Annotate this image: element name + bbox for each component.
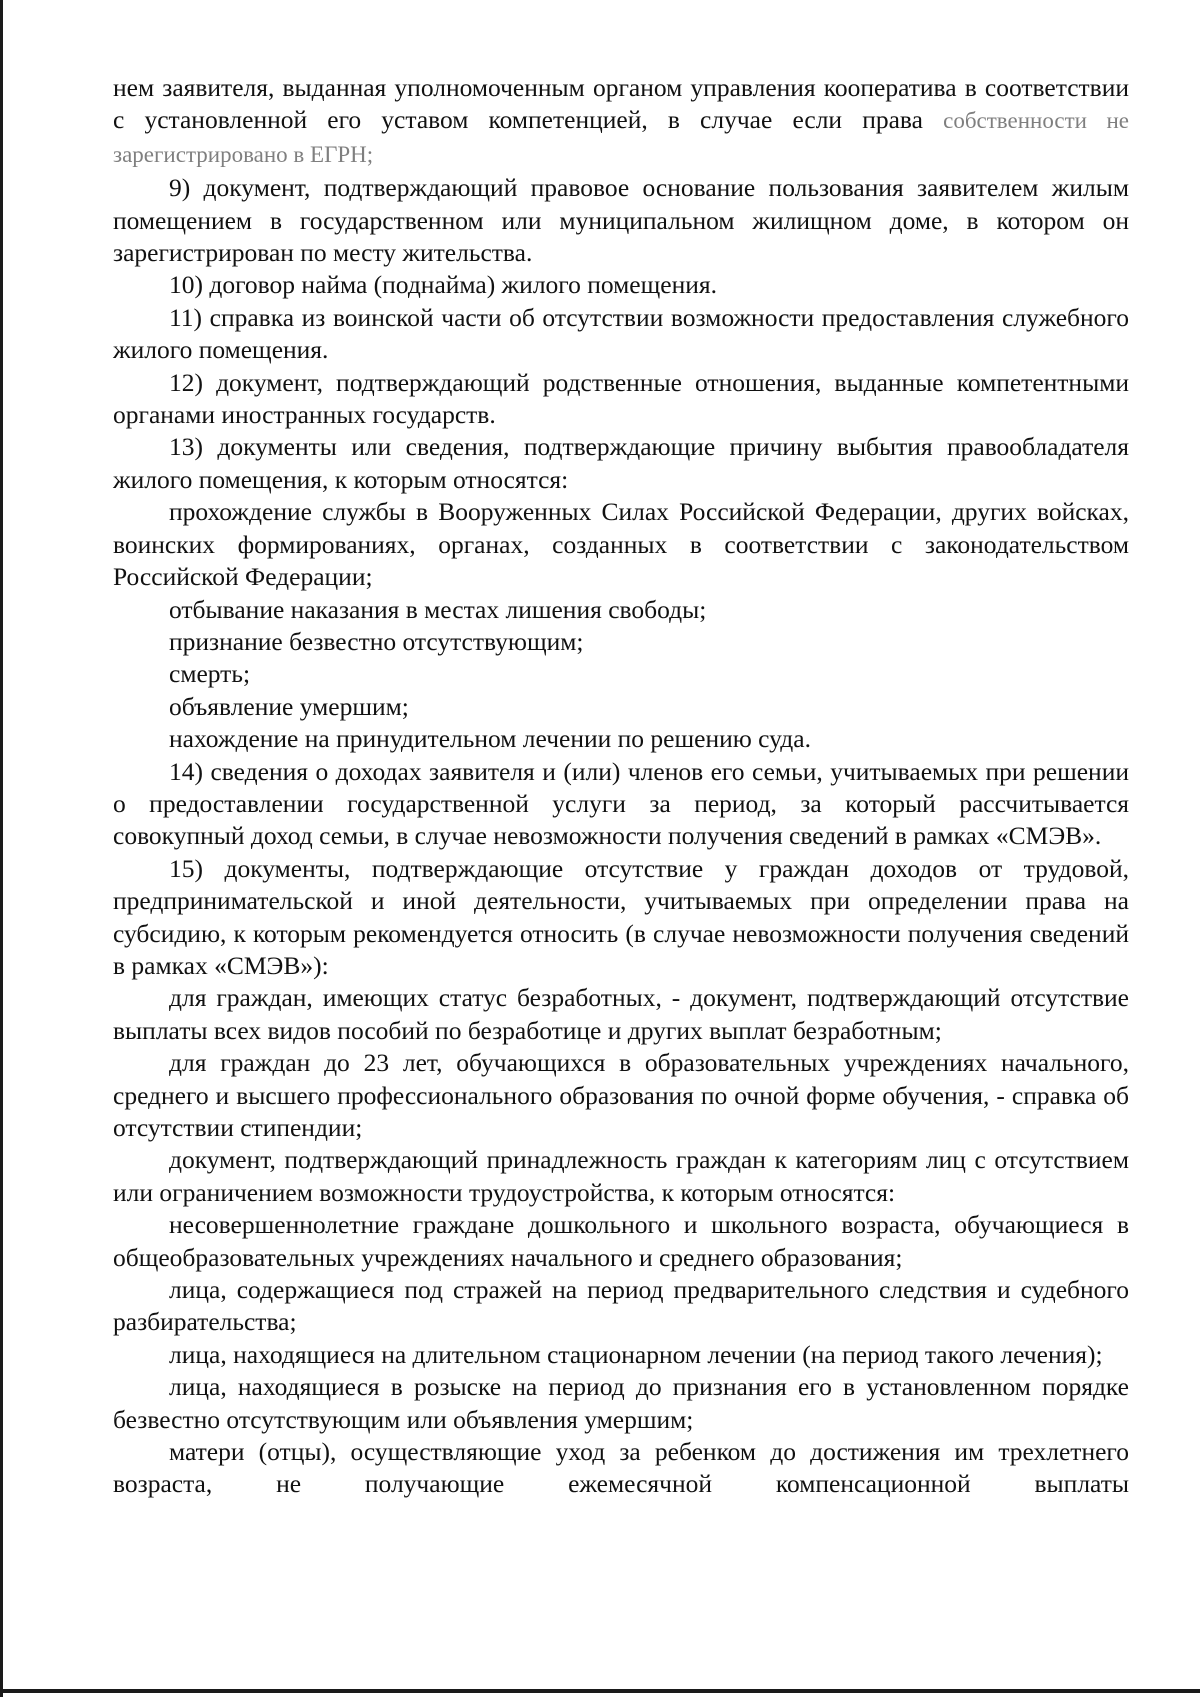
paragraph-item-13: 13) документы или сведения, подтверждающие причину выбытия правообладателя жилого помещения, к которым относятся: bbox=[113, 432, 1129, 494]
paragraph-item-15: 15) документы, подтверждающие отсутствие у граждан доходов от трудовой, предпринимательской и иной деятельности, учитываемых при определении права на субсидию, к которым рекомендуется относить (в случае невозможности получения сведений в рамках «СМЭВ»): bbox=[113, 853, 1129, 980]
paragraph-students: для граждан до 23 лет, обучающихся в образовательных учреждениях начального, среднего и высшего профессионального образования по очной форме обучения, - справка об отсутствии стипендии; bbox=[113, 1048, 1129, 1142]
paragraph-minors: несовершеннолетние граждане дошкольного и школьного возраста, обучающиеся в общеобразовательных учреждениях начального и среднего образования; bbox=[113, 1210, 1129, 1272]
paragraph-8-continuation: нем заявителя, выданная уполномоченным органом управления кооператива в соответствии с установленной его уставом компетенцией, в случае если права собственности не зарегистрировано в ЕГРН; bbox=[113, 73, 1129, 167]
paragraph-imprisonment: отбывание наказания в местах лишения свободы; bbox=[169, 594, 707, 624]
paragraph-item-12: 12) документ, подтверждающий родственные отношения, выданные компетентными органами иностранных государств. bbox=[113, 367, 1129, 430]
paragraph-military-service: прохождение службы в Вооруженных Силах Российской Федерации, других войсках, воинских формированиях, органах, созданных в соответствии с законодательством Российской Федерации; bbox=[113, 497, 1129, 592]
paragraph-item-9: 9) документ, подтверждающий правовое основание пользования заявителем жилым помещением в государственном или муниципальном жилищном доме, в котором он зарегистрирован по месту жительства. bbox=[113, 173, 1129, 268]
scan-edge-bottom bbox=[0, 1689, 1200, 1693]
paragraph-death: смерть; bbox=[169, 659, 251, 689]
smudged-text: собственности не зарегистрировано в ЕГРН; bbox=[113, 108, 1129, 167]
paragraph-wanted: лица, находящиеся в розыске на период до признания его в установленном порядке безвестно отсутствующим или объявления умершим; bbox=[113, 1372, 1129, 1434]
paragraph-item-14: 14) сведения о доходах заявителя и (или) членов его семьи, учитываемых при решении о предоставлении государственной услуги за период, за который рассчитывается совокупный доход семьи, в случае невозможности получения сведений в рамках «СМЭВ». bbox=[113, 756, 1129, 851]
paragraph-missing-person: признание безвестно отсутствующим; bbox=[169, 626, 584, 656]
paragraph-detained: лица, содержащиеся под стражей на период предварительного следствия и судебного разбирательства; bbox=[113, 1275, 1129, 1337]
paragraph-item-10: 10) договор найма (поднайма) жилого помещения. bbox=[169, 270, 717, 300]
paragraph-unemployed: для граждан, имеющих статус безработных, - документ, подтверждающий отсутствие выплаты всех видов пособий по безработице и других выплат безработным; bbox=[113, 983, 1129, 1045]
scan-edge-left bbox=[0, 0, 3, 1697]
document-page bbox=[113, 72, 1129, 1501]
paragraph-declared-dead: объявление умершим; bbox=[169, 691, 409, 721]
paragraph-item-11: 11) справка из воинской части об отсутствии возможности предоставления служебного жилого помещения. bbox=[113, 302, 1129, 365]
paragraph-inpatient: лица, находящиеся на длительном стационарном лечении (на период такого лечения); bbox=[169, 1339, 1103, 1369]
paragraph-employment-limits: документ, подтверждающий принадлежность граждан к категориям лиц с отсутствием или ограничением возможности трудоустройства, к которым относятся: bbox=[113, 1145, 1129, 1207]
paragraph-parents: матери (отцы), осуществляющие уход за ребенком до достижения им трехлетнего возраста, не получающие ежемесячной компенсационной выплаты bbox=[113, 1437, 1129, 1499]
paragraph-compulsory-treatment: нахождение на принудительном лечении по решению суда. bbox=[169, 724, 811, 754]
